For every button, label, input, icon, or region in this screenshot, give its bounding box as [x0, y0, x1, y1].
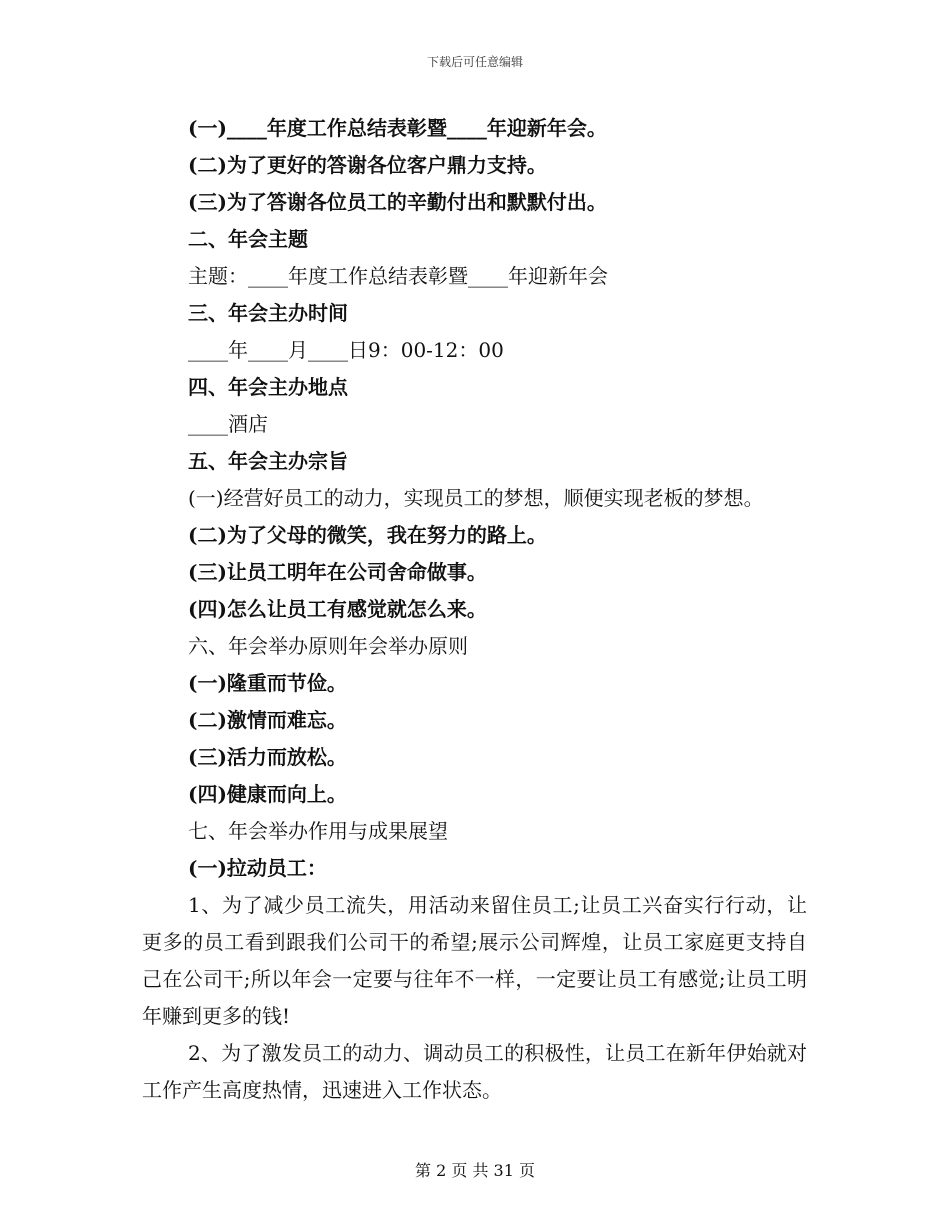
outcome-paragraph-2: 2、为了激发员工的动力、调动员工的积极性，让员工在新年伊始就对工作产生高度热情，迅速进入工作状态。 [142, 1041, 807, 1102]
section-heading-outcomes: 七、年会举办作用与成果展望 [188, 819, 448, 843]
principle-line-4: (四)健康而向上。 [188, 782, 347, 806]
purpose-line-4: (四)怎么让员工有感觉就怎么来。 [188, 597, 487, 621]
section-heading-time: 三、年会主办时间 [188, 301, 348, 325]
theme-text: 主题：____年度工作总结表彰暨____年迎新年会 [188, 264, 608, 288]
page-number: 第 2 页 共 31 页 [415, 1161, 535, 1180]
outcome-subheading: (一)拉动员工： [188, 856, 327, 880]
section-heading-theme: 二、年会主题 [188, 227, 308, 251]
principle-line-2: (二)激情而难忘。 [188, 708, 347, 732]
outcome-paragraph-1: 1、为了减少员工流失，用活动来留住员工;让员工兴奋实行行动，让更多的员工看到跟我们公司干的希望;展示公司辉煌，让员工家庭更支持自己在公司干;所以年会一定要与往年不一样，一定要让员工有感觉;让员工明年赚到更多的钱! [142, 893, 807, 1028]
purpose-line-2: (二)为了父母的微笑，我在努力的路上。 [188, 523, 547, 547]
page-header-note: 下载后可任意编辑 [426, 55, 523, 69]
location-text: ____酒店 [188, 412, 268, 436]
purpose-line-3: (三)让员工明年在公司舍命做事。 [188, 560, 487, 584]
objective-line-3: (三)为了答谢各位员工的辛勤付出和默默付出。 [188, 190, 607, 214]
principle-line-1: (一)隆重而节俭。 [188, 671, 347, 695]
purpose-line-1: (一)经营好员工的动力，实现员工的梦想，顺便实现老板的梦想。 [188, 486, 764, 510]
section-heading-principles: 六、年会举办原则年会举办原则 [188, 634, 468, 658]
principle-line-3: (三)活力而放松。 [188, 745, 347, 769]
section-heading-location: 四、年会主办地点 [188, 375, 348, 399]
time-text: ____年____月____日9：00-12：00 [188, 338, 504, 362]
section-heading-purpose: 五、年会主办宗旨 [188, 449, 348, 473]
objective-line-2: (二)为了更好的答谢各位客户鼎力支持。 [188, 153, 547, 177]
objective-line-1: (一)____年度工作总结表彰暨____年迎新年会。 [188, 116, 607, 140]
